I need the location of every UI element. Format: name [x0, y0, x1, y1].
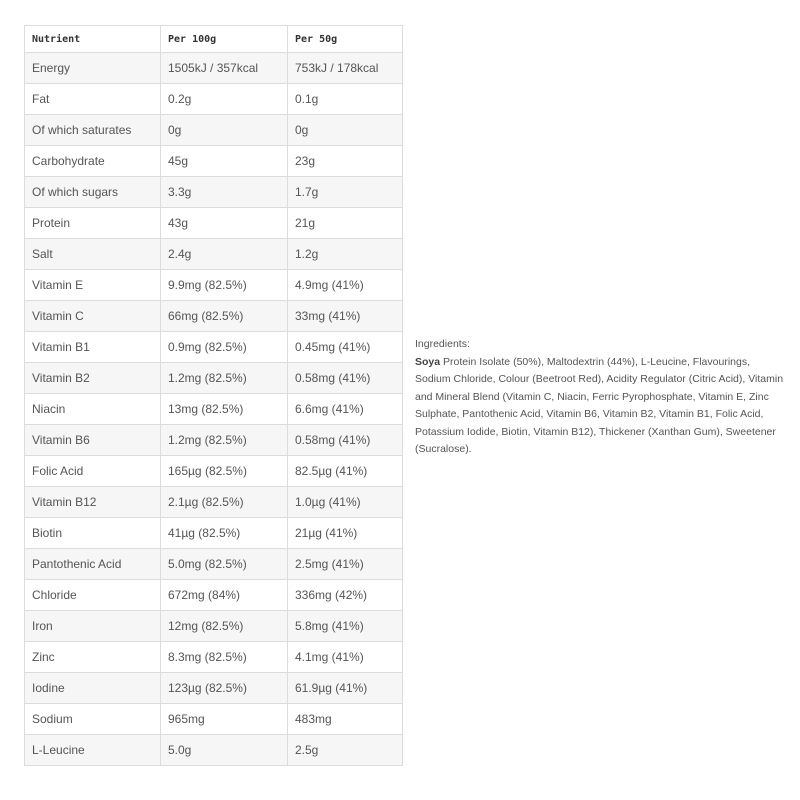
cell-per-50g: 4.1mg (41%): [288, 642, 403, 673]
cell-per-50g: 0.1g: [288, 84, 403, 115]
table-row: [25, 332, 403, 363]
cell-per-50g: 82.5µg (41%): [288, 456, 403, 487]
cell-per-50g: 21µg (41%): [288, 518, 403, 549]
cell-nutrient: Niacin: [25, 394, 161, 425]
cell-nutrient: Vitamin E: [25, 270, 161, 301]
cell-nutrient: Carbohydrate: [25, 146, 161, 177]
cell-per-50g: 336mg (42%): [288, 580, 403, 611]
cell-per-50g: 21g: [288, 208, 403, 239]
cell-per-100g: 1505kJ / 357kcal: [161, 53, 288, 84]
cell-per-100g: 12mg (82.5%): [161, 611, 288, 642]
cell-per-100g: 9.9mg (82.5%): [161, 270, 288, 301]
cell-per-50g: 23g: [288, 146, 403, 177]
cell-nutrient: Iodine: [25, 673, 161, 704]
cell-per-50g: 4.9mg (41%): [288, 270, 403, 301]
cell-nutrient: Energy: [25, 53, 161, 84]
cell-nutrient: Salt: [25, 239, 161, 270]
cell-nutrient: Fat: [25, 84, 161, 115]
cell-per-100g: 165µg (82.5%): [161, 456, 288, 487]
ingredients-text: Protein Isolate (50%), Maltodextrin (44%), L-Leucine, Flavourings, Sodium Chloride, Colour (Beetroot Red), Acidity Regulator (Citric Acid), Vitamin and Mineral Blend (Vitamin C, Niacin, Ferric Pyrophosphate, Vitamin E, Zinc Sulphate, Pantothenic Acid, Vitamin B6, Vitamin B2, Vitamin B1, Folic Acid, Potassium Iodide, Biotin, Vitamin B12), Thickener (Xanthan Gum), Sweetener (Sucralose).: [415, 355, 784, 455]
cell-per-100g: 0.2g: [161, 84, 288, 115]
table-row: [25, 518, 403, 549]
table-header-row: [25, 26, 403, 53]
header-nutrient: Nutrient: [25, 26, 161, 53]
cell-per-100g: 43g: [161, 208, 288, 239]
cell-nutrient: Biotin: [25, 518, 161, 549]
cell-nutrient: Vitamin B2: [25, 363, 161, 394]
cell-per-100g: 2.1µg (82.5%): [161, 487, 288, 518]
cell-per-100g: 66mg (82.5%): [161, 301, 288, 332]
table-row: [25, 456, 403, 487]
table-row: [25, 394, 403, 425]
header-per-50g: Per 50g: [288, 26, 403, 53]
cell-per-50g: 0.58mg (41%): [288, 363, 403, 394]
cell-per-100g: 672mg (84%): [161, 580, 288, 611]
cell-nutrient: Pantothenic Acid: [25, 549, 161, 580]
cell-nutrient: Folic Acid: [25, 456, 161, 487]
table-body: [25, 53, 403, 766]
cell-nutrient: Of which sugars: [25, 177, 161, 208]
nutrition-table: [24, 25, 403, 766]
table-row: [25, 270, 403, 301]
cell-per-50g: 1.7g: [288, 177, 403, 208]
table-row: [25, 53, 403, 84]
table-row: [25, 735, 403, 766]
cell-per-100g: 3.3g: [161, 177, 288, 208]
cell-per-100g: 13mg (82.5%): [161, 394, 288, 425]
cell-nutrient: Protein: [25, 208, 161, 239]
cell-nutrient: L-Leucine: [25, 735, 161, 766]
table-row: [25, 115, 403, 146]
cell-per-100g: 123µg (82.5%): [161, 673, 288, 704]
cell-per-100g: 5.0g: [161, 735, 288, 766]
cell-per-50g: 0g: [288, 115, 403, 146]
table-row: [25, 177, 403, 208]
table-row: [25, 642, 403, 673]
cell-per-100g: 1.2mg (82.5%): [161, 425, 288, 456]
cell-per-100g: 5.0mg (82.5%): [161, 549, 288, 580]
cell-nutrient: Zinc: [25, 642, 161, 673]
cell-per-50g: 753kJ / 178kcal: [288, 53, 403, 84]
cell-per-50g: 6.6mg (41%): [288, 394, 403, 425]
ingredients-allergen: Soya: [415, 355, 441, 368]
cell-nutrient: Vitamin B6: [25, 425, 161, 456]
cell-nutrient: Vitamin B12: [25, 487, 161, 518]
table-row: [25, 580, 403, 611]
cell-nutrient: Of which saturates: [25, 115, 161, 146]
cell-per-100g: 1.2mg (82.5%): [161, 363, 288, 394]
table-row: [25, 673, 403, 704]
cell-per-100g: 41µg (82.5%): [161, 518, 288, 549]
cell-per-50g: 483mg: [288, 704, 403, 735]
table-row: [25, 146, 403, 177]
cell-per-50g: 61.9µg (41%): [288, 673, 403, 704]
cell-per-100g: 2.4g: [161, 239, 288, 270]
cell-per-50g: 1.0µg (41%): [288, 487, 403, 518]
cell-per-100g: 8.3mg (82.5%): [161, 642, 288, 673]
cell-per-50g: 33mg (41%): [288, 301, 403, 332]
cell-nutrient: Vitamin C: [25, 301, 161, 332]
table-row: [25, 611, 403, 642]
header-per-100g: Per 100g: [161, 26, 288, 53]
ingredients-section: [415, 336, 785, 459]
cell-nutrient: Vitamin B1: [25, 332, 161, 363]
cell-per-50g: 5.8mg (41%): [288, 611, 403, 642]
cell-per-50g: 2.5g: [288, 735, 403, 766]
table-row: [25, 704, 403, 735]
table-row: [25, 549, 403, 580]
ingredients-heading: Ingredients:: [415, 338, 470, 350]
cell-nutrient: Chloride: [25, 580, 161, 611]
table-row: [25, 239, 403, 270]
table-row: [25, 208, 403, 239]
table-row: [25, 301, 403, 332]
table-row: [25, 363, 403, 394]
table-row: [25, 487, 403, 518]
table-row: [25, 84, 403, 115]
cell-nutrient: Sodium: [25, 704, 161, 735]
cell-per-100g: 0.9mg (82.5%): [161, 332, 288, 363]
cell-per-50g: 0.45mg (41%): [288, 332, 403, 363]
table-row: [25, 425, 403, 456]
cell-per-100g: 965mg: [161, 704, 288, 735]
cell-per-100g: 0g: [161, 115, 288, 146]
cell-nutrient: Iron: [25, 611, 161, 642]
cell-per-50g: 1.2g: [288, 239, 403, 270]
cell-per-50g: 2.5mg (41%): [288, 549, 403, 580]
cell-per-100g: 45g: [161, 146, 288, 177]
cell-per-50g: 0.58mg (41%): [288, 425, 403, 456]
